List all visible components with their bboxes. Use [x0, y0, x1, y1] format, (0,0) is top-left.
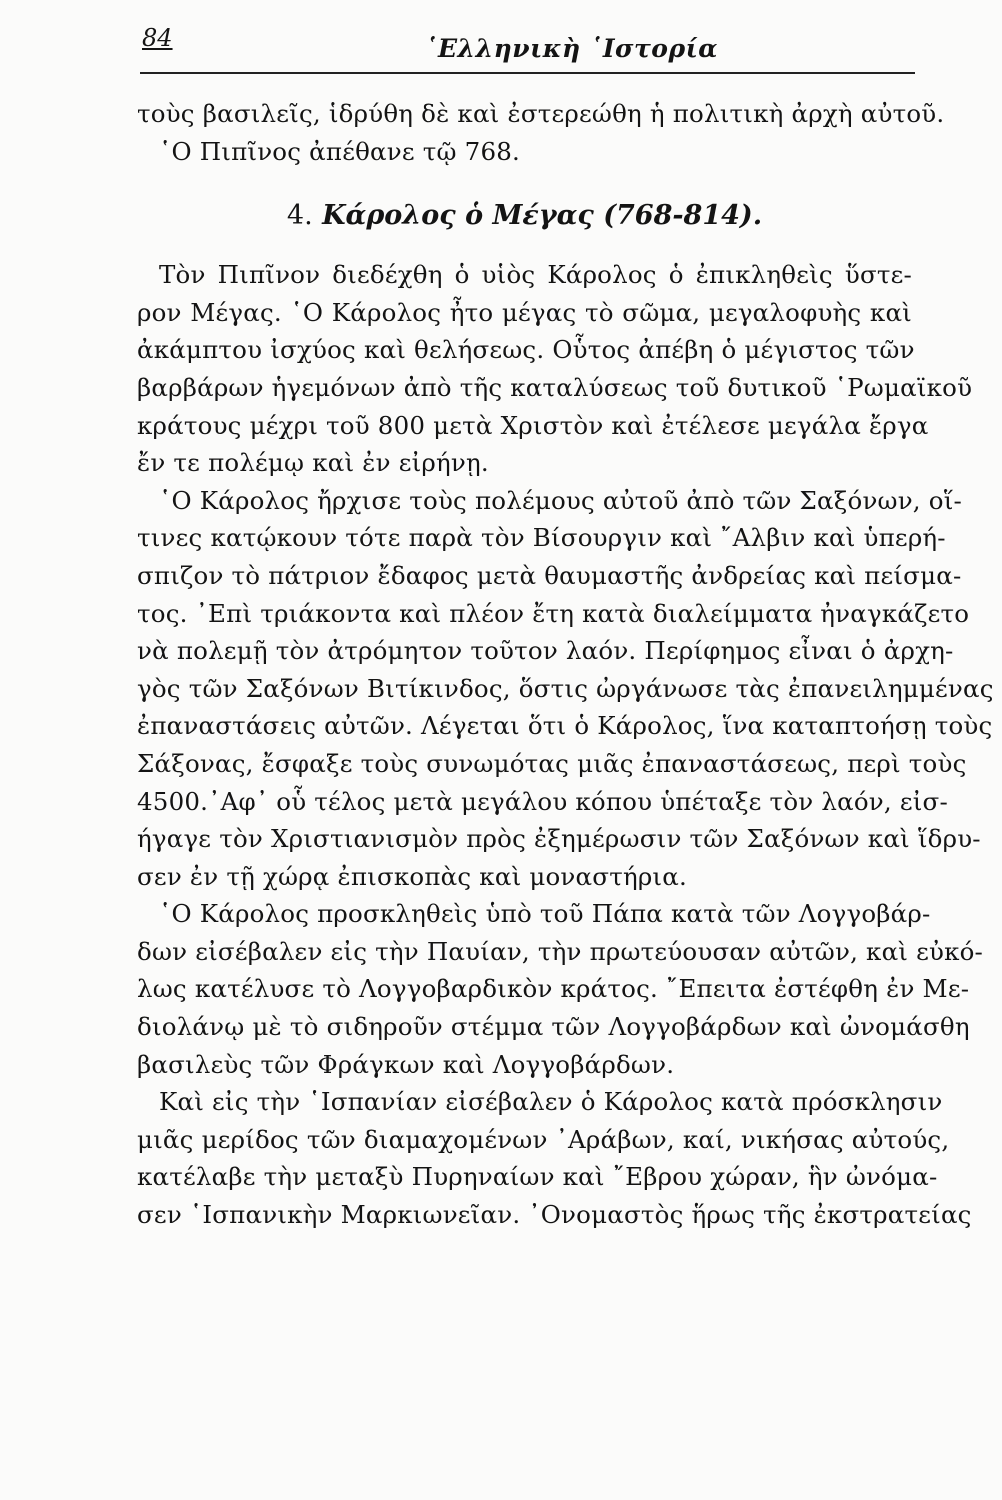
text-line: Καὶ εἰς τὴν ῾Ισπανίαν εἰσέβαλεν ὁ Κάρολος κατὰ πρόσκλησιν [159, 1087, 943, 1117]
text-line: σπιζον τὸ πάτριον ἔδαφος μετὰ θαυμαστῆς ἀνδρείας καὶ πείσμα- [137, 560, 962, 590]
text-line: λως κατέλυσε τὸ Λογγοβαρδικὸν κράτος. ῎Επειτα ἐστέφθη ἐν Με- [137, 974, 970, 1004]
text-line: βασιλεὺς τῶν Φράγκων καὶ Λογγοβάρδων. [137, 1049, 675, 1079]
intro-paragraph [137, 95, 945, 170]
text-line: κατέλαβε τὴν μεταξὺ Πυρηναίων καὶ ῎Εβρου χώραν, ἣν ὠνόμα- [137, 1162, 938, 1192]
text-line: τος. ᾿Επὶ τριάκοντα καὶ πλέον ἔτη κατὰ διαλείμματα ἠναγκάζετο [137, 598, 970, 628]
text-line: κράτους μέχρι τοῦ 800 μετὰ Χριστὸν καὶ ἐτέλεσε μεγάλα ἔργα [137, 410, 929, 440]
text-line: ἐπαναστάσεις αὐτῶν. Λέγεται ὅτι ὁ Κάρολος, ἵνα καταπτοήσῃ τοὺς [137, 711, 993, 741]
paragraph-2 [137, 482, 994, 896]
text-line: βαρβάρων ἡγεμόνων ἀπὸ τῆς καταλύσεως τοῦ δυτικοῦ ῾Ρωμαϊκοῦ [137, 372, 973, 402]
text-line: Σάξονας, ἔσφαξε τοὺς συνωμότας μιᾶς ἐπαναστάσεως, περὶ τοὺς [137, 748, 967, 778]
text-line: τινες κατῴκουν τότε παρὰ τὸν Βίσουργιν καὶ ῎Αλβιν καὶ ὑπερή- [137, 523, 946, 553]
body-text [137, 95, 994, 1234]
text-line: ήγαγε τὸν Χριστιανισμὸν πρὸς ἐξημέρωσιν τῶν Σαξόνων καὶ ἵδρυ- [137, 824, 981, 854]
running-title: ῾Ελληνικὴ ῾Ιστορία [425, 34, 718, 63]
paragraph-1 [137, 256, 973, 482]
text-line: ῾Ο Πιπῖνος ἀπέθανε τῷ 768. [159, 136, 521, 166]
text-line: τοὺς βασιλεῖς, ἱδρύθη δὲ καὶ ἐστερεώθη ἡ πολιτικὴ ἀρχὴ αὐτοῦ. [137, 99, 945, 128]
section-heading [137, 196, 912, 236]
text-line: δων εἰσέβαλεν εἰς τὴν Παυίαν, τὴν πρωτεύουσαν αὐτῶν, καὶ εὐκό- [137, 936, 984, 966]
text-line: ῾Ο Κάρολος προσκληθεὶς ὑπὸ τοῦ Πάπα κατὰ τῶν Λογγοβάρ- [159, 899, 931, 929]
text-line: 4500.᾿Αφ᾿ οὗ τέλος μετὰ μεγάλου κόπου ὑπέταξε τὸν λαόν, εἰσ- [137, 786, 948, 816]
section-number: 4. [286, 200, 313, 232]
text-line: μιᾶς μερίδος τῶν διαμαχομένων ᾿Αράβων, καί, νικήσας αὐτούς, [137, 1124, 950, 1154]
text-line: ἀκάμπτου ἰσχύος καὶ θελήσεως. Οὗτος ἀπέβη ὁ μέγιστος τῶν [137, 335, 915, 365]
header-rule [140, 72, 915, 74]
page-number: 84 [142, 24, 173, 52]
text-line: γὸς τῶν Σαξόνων Βιτίκινδος, ὅστις ὠργάνωσε τὰς ἐπανειλημμένας [137, 673, 994, 703]
text-line: ἔν τε πολέμῳ καὶ ἐν εἰρήνῃ. [137, 448, 489, 478]
text-line: ῾Ο Κάρολος ἤρχισε τοὺς πολέμους αὐτοῦ ἀπὸ τῶν Σαξόνων, οἵ- [159, 485, 963, 515]
paragraph-4 [137, 1083, 972, 1233]
text-line: ρον Μέγας. ῾Ο Κάρολος ἦτο μέγας τὸ σῶμα, μεγαλοφυὴς καὶ [137, 297, 912, 327]
text-line: σεν ἐν τῇ χώρᾳ ἐπισκοπὰς καὶ μοναστήρια. [137, 861, 687, 891]
page-header [140, 22, 915, 74]
text-line: σεν ῾Ισπανικὴν Μαρκιωνεῖαν. ᾿Ονομαστὸς ἥρως τῆς ἐκστρατείας [137, 1200, 972, 1230]
paragraph-3 [137, 895, 984, 1083]
text-line: διολάνῳ μὲ τὸ σιδηροῦν στέμμα τῶν Λογγοβάρδων καὶ ὠνομάσθη [137, 1012, 970, 1042]
section-title: Κάρολος ὁ Μέγας (768-814). [322, 200, 763, 232]
text-line: Τὸν Πιπῖνον διεδέχθη ὁ υἱὸς Κάρολος ὁ ἐπικληθεὶς ὕστε- [159, 260, 912, 290]
text-line: νὰ πολεμῇ τὸν ἀτρόμητον τοῦτον λαόν. Περίφημος εἶναι ὁ ἀρχη- [137, 636, 954, 666]
